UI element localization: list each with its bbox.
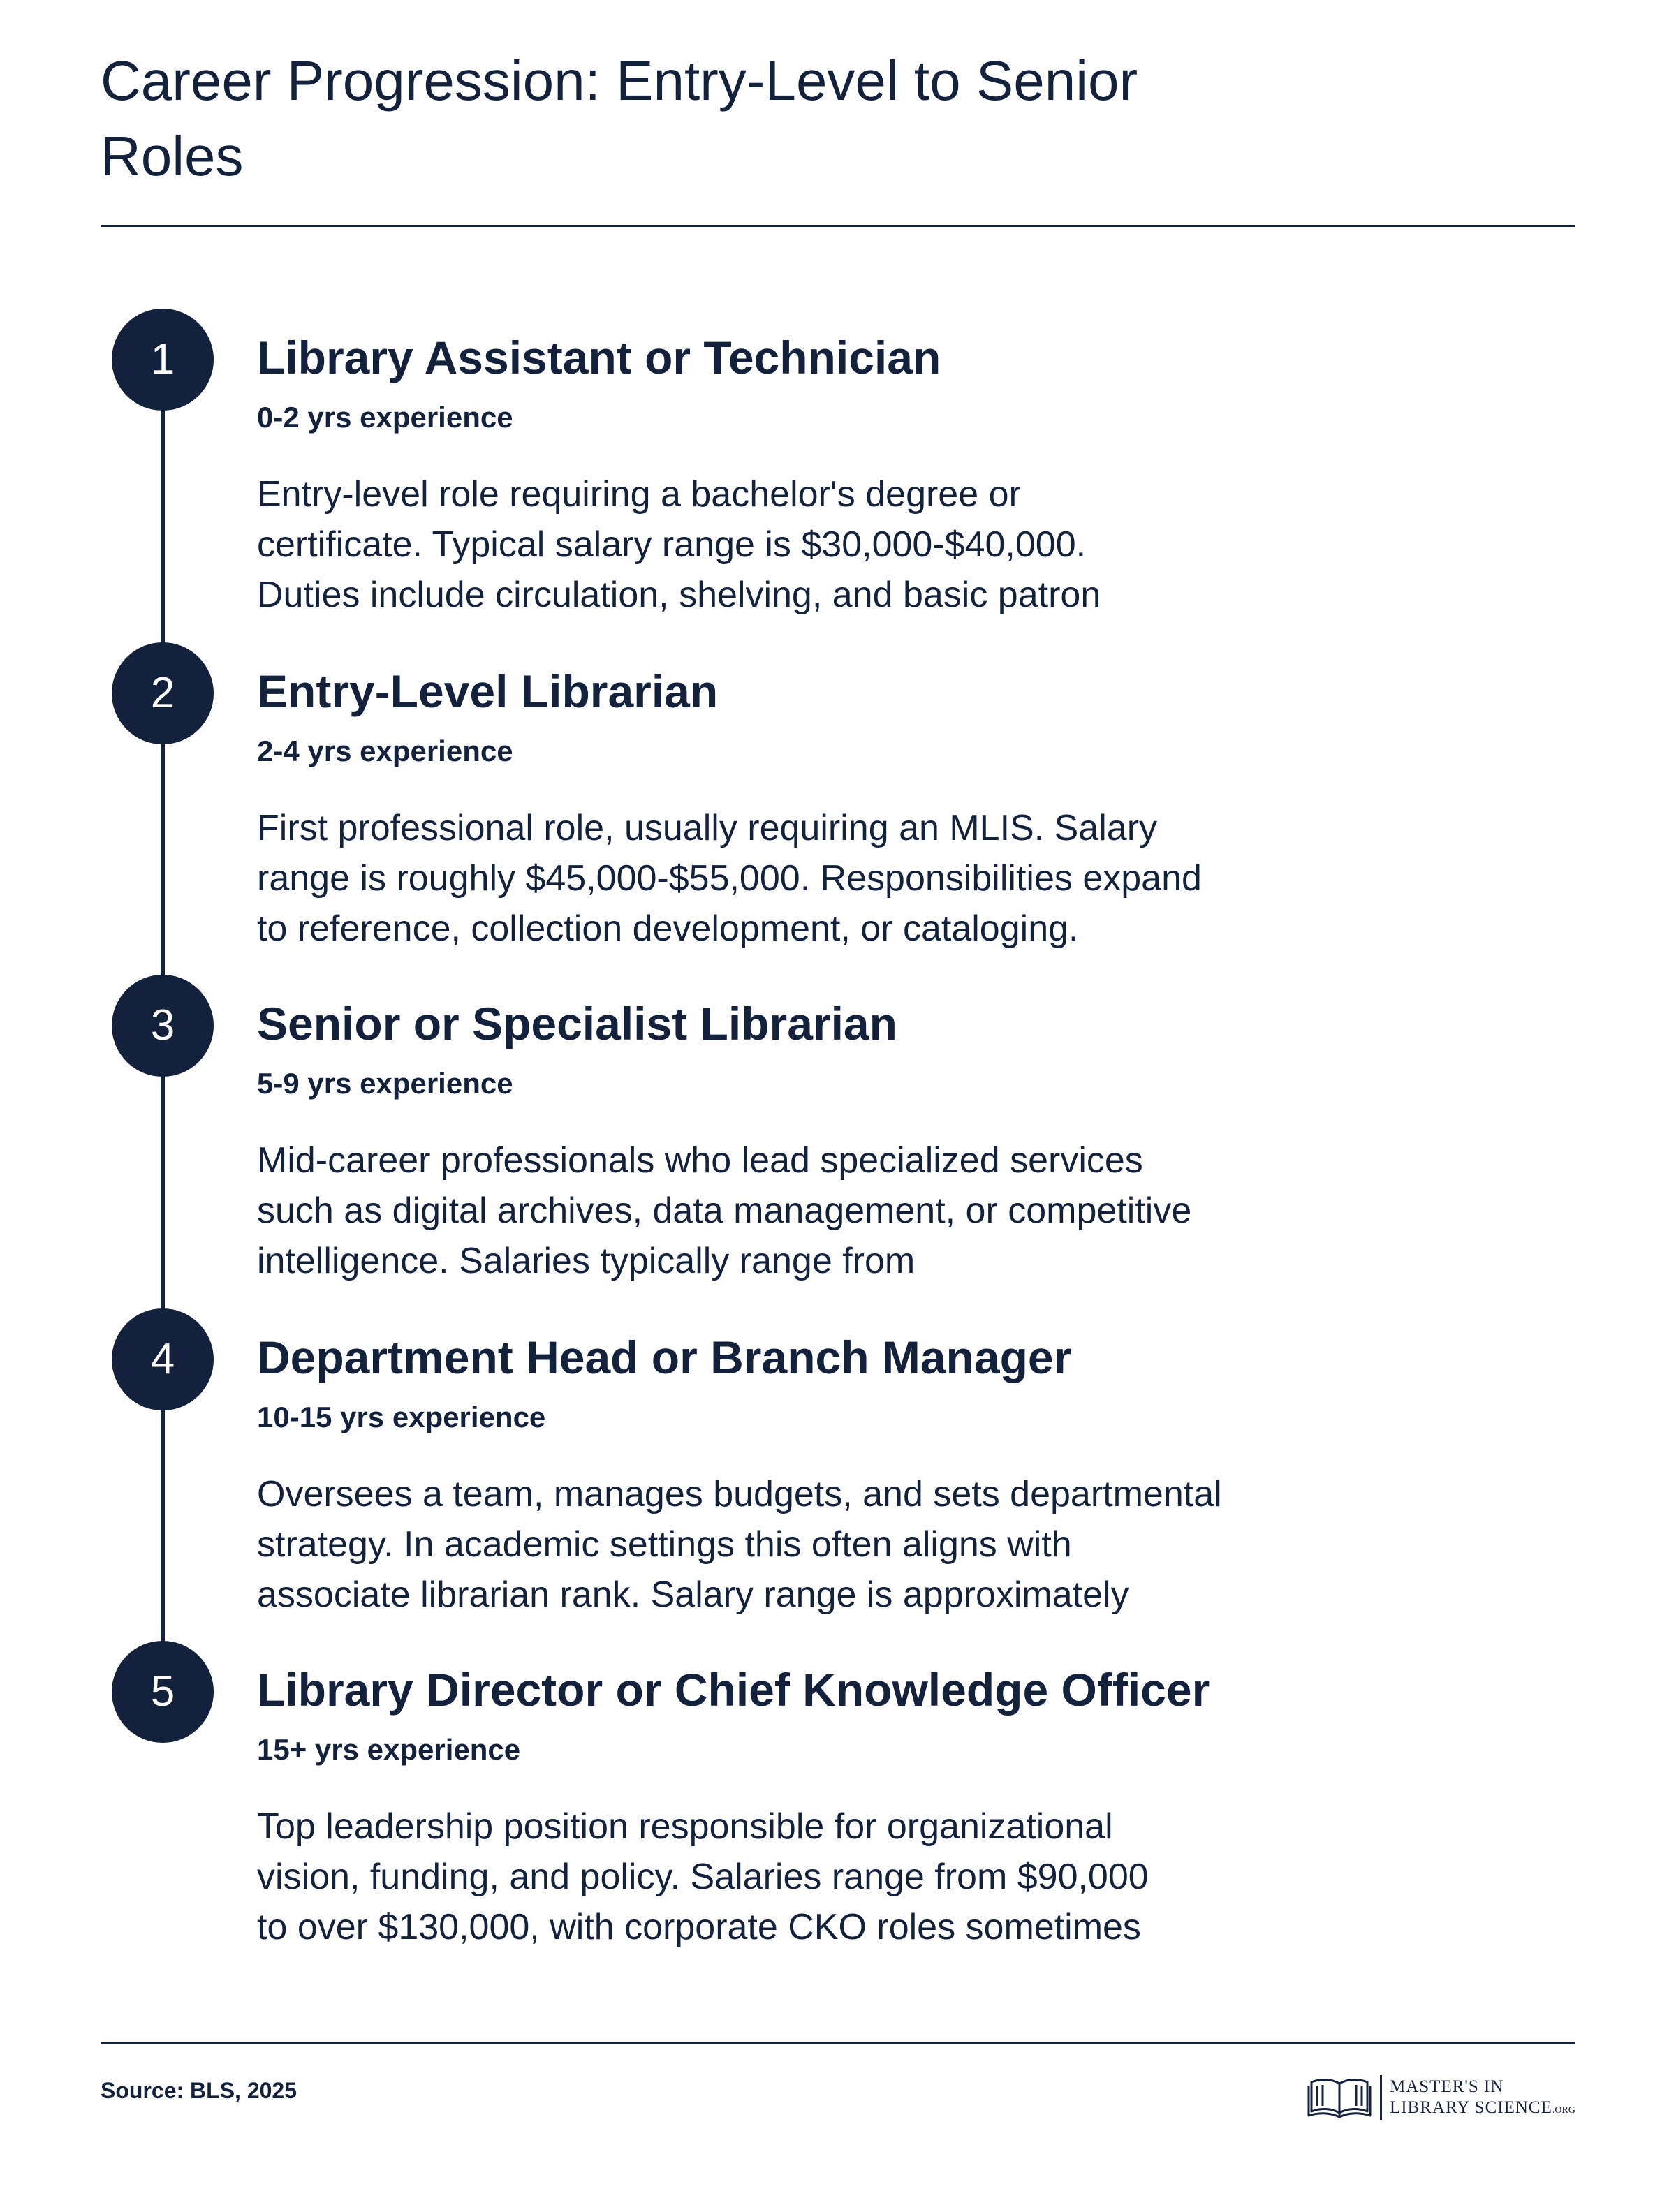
career-step-2 <box>0 642 1676 949</box>
step-description <box>257 803 1202 954</box>
description-line: vision, funding, and policy. Salaries range from $90,000 <box>257 1857 1149 1897</box>
logo-separator <box>1380 2075 1382 2120</box>
step-title: Library Director or Chief Knowledge Officer <box>257 1664 1210 1716</box>
step-description <box>257 1801 1149 1952</box>
step-experience: 5-9 yrs experience <box>257 1067 513 1100</box>
description-line: Duties include circulation, shelving, and basic patron <box>257 575 1101 615</box>
step-number-badge: 2 <box>112 642 214 744</box>
career-step-1 <box>0 309 1676 615</box>
step-number-badge: 4 <box>112 1308 214 1410</box>
description-line: intelligence. Salaries typically range from <box>257 1241 916 1281</box>
logo-line-1: MASTER'S IN <box>1390 2077 1504 2096</box>
step-experience: 15+ yrs experience <box>257 1733 521 1766</box>
description-line: strategy. In academic settings this often aligns with <box>257 1524 1072 1565</box>
step-description <box>257 469 1101 620</box>
header-divider <box>101 225 1575 227</box>
description-line: associate librarian rank. Salary range is approximately <box>257 1575 1129 1615</box>
step-experience: 0-2 yrs experience <box>257 401 513 434</box>
step-experience: 10-15 yrs experience <box>257 1401 546 1433</box>
description-line: Top leadership position responsible for organizational <box>257 1806 1113 1847</box>
site-logo <box>1307 2071 1577 2125</box>
description-line: First professional role, usually requiring an MLIS. Salary <box>257 808 1158 848</box>
step-number-badge: 5 <box>112 1641 214 1743</box>
step-number-badge: 1 <box>112 309 214 411</box>
description-line: certificate. Typical salary range is $30,000-$40,000. <box>257 524 1087 565</box>
career-step-5 <box>0 1641 1676 1947</box>
description-line: such as digital archives, data management, or competitive <box>257 1190 1192 1231</box>
logo-wordmark <box>1390 2077 1575 2121</box>
step-description <box>257 1469 1222 1620</box>
description-line: to over $130,000, with corporate CKO roles sometimes <box>257 1907 1141 1947</box>
step-number-badge: 3 <box>112 975 214 1077</box>
step-description <box>257 1135 1191 1286</box>
description-line: Entry-level role requiring a bachelor's degree or <box>257 474 1021 515</box>
logo-domain-suffix: .ORG <box>1552 2105 1575 2116</box>
description-line: range is roughly $45,000-$55,000. Responsibilities expand <box>257 858 1202 899</box>
logo-line-2-text: LIBRARY SCIENCE <box>1390 2098 1552 2117</box>
career-step-3 <box>0 975 1676 1281</box>
step-title: Library Assistant or Technician <box>257 332 941 383</box>
career-step-4 <box>0 1308 1676 1615</box>
description-line: Oversees a team, manages budgets, and sets departmental <box>257 1474 1222 1514</box>
page-title: Career Progression: Entry-Level to Senior Roles <box>101 50 1138 187</box>
open-book-icon <box>1307 2077 1372 2120</box>
step-experience: 2-4 yrs experience <box>257 735 513 767</box>
step-title: Senior or Specialist Librarian <box>257 998 897 1049</box>
source-note: Source: BLS, 2025 <box>101 2078 297 2103</box>
step-title: Entry-Level Librarian <box>257 665 719 717</box>
footer-divider <box>101 2042 1575 2044</box>
description-line: Mid-career professionals who lead specialized services <box>257 1140 1143 1181</box>
step-title: Department Head or Branch Manager <box>257 1332 1072 1383</box>
logo-line-2 <box>1390 2097 1575 2121</box>
description-line: to reference, collection development, or cataloging. <box>257 908 1079 949</box>
